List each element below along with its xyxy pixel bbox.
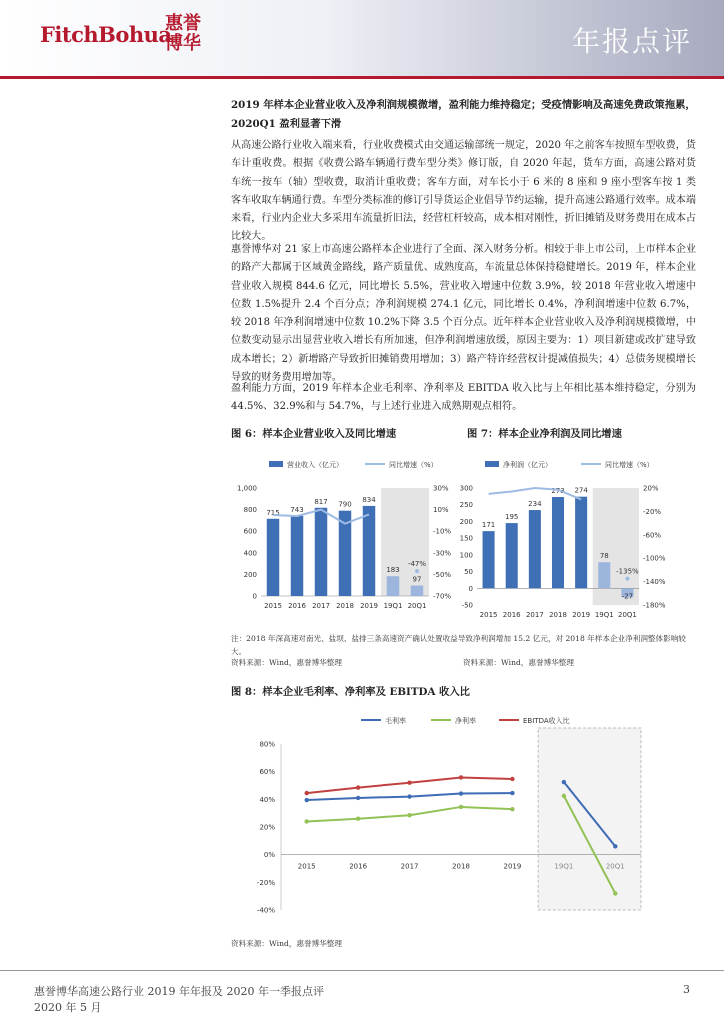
footer-divider — [0, 970, 724, 971]
bar-value-label: 743 — [290, 505, 304, 514]
y-tick-label: 0% — [263, 851, 275, 860]
x-tick-label: 19Q1 — [383, 602, 403, 610]
y-tick-label: 80% — [259, 740, 275, 749]
paragraph-revenue-model: 从高速公路行业收入端来看，行业收费模式由交通运输部统一规定，2020 年之前客车按照车型收费，货车计重收费。根据《收费公路车辆通行费车型分类》修订版，自 2020 年起，货车方面，高速公路对货车统一按车（轴）型收费，取消计重收费；客车方面，对车长小于 6 米的 8 座和 9 座小型客车按 1 类客车收取车辆通行费。车型分类标准的修订引导货运企业倡导节约运输，提升高速公路通行效率。成本端来看，行业内企业大多采用车流量折旧法，经营杠杆较高，成本相对刚性，折旧摊销及财务费用在成本占比较大。 — [231, 140, 696, 243]
y-right-tick: -50% — [433, 570, 452, 579]
y-left-tick: 0 — [468, 584, 473, 593]
logo-cn-line1: 惠誉 — [165, 13, 201, 34]
x-tick-label: 19Q1 — [554, 862, 574, 871]
figure6-source: 资料来源：Wind，惠誉博华整理 — [231, 658, 342, 667]
y-right-tick: -60% — [643, 531, 662, 540]
x-tick-label: 2016 — [502, 611, 521, 619]
y-left-tick: -50 — [461, 601, 473, 610]
x-tick-label: 2018 — [452, 862, 470, 871]
x-tick-label: 19Q1 — [594, 611, 614, 619]
bar-value-label: 171 — [481, 521, 496, 530]
y-tick-label: -20% — [256, 878, 275, 887]
x-tick-label: 20Q1 — [605, 862, 625, 871]
x-tick-label: 2019 — [360, 602, 378, 610]
bar-value-label: 97 — [412, 575, 422, 584]
bar — [529, 510, 541, 588]
y-left-tick: 250 — [459, 501, 473, 510]
series-line — [307, 793, 513, 800]
y-left-tick: 50 — [464, 568, 473, 577]
bar — [506, 523, 518, 588]
bar — [387, 576, 399, 596]
growth-value-label: -135% — [616, 567, 639, 576]
header-divider — [0, 76, 724, 79]
revenue-chart — [231, 448, 457, 628]
y-right-tick: 20% — [643, 484, 659, 493]
section-heading: 2019 年样本企业营业收入及净利润规模微增，盈利能力维持稳定；受疫情影响及高速免费政策拖累，2020Q1 盈利显著下滑 — [231, 99, 696, 130]
growth-point — [415, 569, 419, 573]
bar-value-label: 274 — [574, 486, 588, 495]
bar-value-label: 273 — [551, 487, 565, 496]
series-line — [307, 777, 513, 793]
legend-bar-label: 净利润（亿元） — [503, 461, 552, 469]
growth-line — [489, 488, 582, 499]
figure8-source: 资料来源：Wind，惠誉博华整理 — [231, 939, 342, 948]
x-tick-label: 2017 — [400, 862, 419, 871]
y-right-tick: 10% — [433, 506, 449, 515]
figure8-title: 图 8：样本企业毛利率、净利率及 EBITDA 收入比 — [231, 686, 470, 698]
bar-value-label: 817 — [314, 497, 328, 506]
bar — [483, 531, 495, 588]
fitchbohua-cn-logo — [163, 14, 203, 54]
bar-value-label: 234 — [528, 500, 542, 509]
x-tick-label: 2017 — [525, 611, 544, 619]
x-tick-label: 2016 — [349, 862, 368, 871]
bar-value-label: 790 — [338, 500, 352, 509]
bar — [291, 516, 303, 596]
net-profit-chart — [457, 448, 693, 628]
y-left-tick: 200 — [459, 517, 473, 526]
paragraph-sample-analysis: 惠誉博华对 21 家上市高速公路样本企业进行了全面、深入财务分析。相较于非上市公司，上市样本企业的路产大都属于区域黄金路线，路产质量优、成熟度高，车流量总体保持稳健增长。2019 年，样本企业营业收入规模 844.6 亿元，同比增长 5.5%，营业收入增速中位数 3.9%，较 2018 年营业收入增速中位数 1.5%提升 2.4 个百分点；净利润规模 274.1 亿元，同比增长 0.4%，净利润增速中位数 6.7%，较 2018 年净利润增速中位数 10.2%下降 3.5 个百分点。近年样本企业营业收入及净利润规模微增，中位数变动显示出显营业收入增长有所加速，但净利润增速放缓，原因主要为：1）项目新建或改扩建导致成本增长；2）新增路产导致折旧摊销费用增加；3）路产特许经营权计提减值损失；4）总债务规模增长导致的财务费用增加等。 — [231, 244, 696, 384]
bar — [552, 497, 564, 588]
figure7-title: 图 7：样本企业净利润及同比增速 — [467, 428, 622, 440]
y-left-tick: 800 — [243, 506, 257, 515]
y-tick-label: 40% — [259, 795, 275, 804]
x-tick-label: 20Q1 — [617, 611, 637, 619]
y-left-tick: 1,000 — [236, 484, 257, 493]
legend-line-label: 同比增速（%） — [605, 461, 654, 469]
legend-label: EBITDA收入比 — [523, 717, 570, 725]
figure7-source: 资料来源：Wind，惠誉博华整理 — [463, 658, 574, 667]
y-right-tick: -30% — [433, 549, 452, 558]
quarter-shade — [538, 728, 641, 910]
y-left-tick: 600 — [243, 527, 257, 536]
y-left-tick: 300 — [459, 484, 473, 493]
y-right-tick: -70% — [433, 592, 452, 601]
y-left-tick: 100 — [459, 551, 473, 560]
bar — [598, 562, 610, 588]
margin-chart — [231, 704, 691, 930]
growth-point — [625, 577, 629, 581]
y-right-tick: -140% — [643, 578, 666, 587]
y-tick-label: 20% — [259, 823, 275, 832]
y-right-tick: -180% — [643, 601, 666, 610]
y-left-tick: 200 — [243, 570, 257, 579]
bar — [267, 519, 279, 596]
footer-date: 2020 年 5 月 — [34, 1001, 102, 1014]
legend-bar-swatch — [269, 461, 283, 467]
legend-line-label: 同比增速（%） — [389, 461, 438, 469]
bar — [575, 497, 587, 589]
bar-value-label: 834 — [362, 495, 376, 504]
bar-value-label: -27 — [621, 592, 634, 601]
x-tick-label: 2015 — [479, 611, 498, 619]
y-left-tick: 0 — [252, 592, 257, 601]
footer-report-title: 惠誉博华高速公路行业 2019 年年报及 2020 年一季报点评 — [34, 985, 324, 998]
legend-label: 毛利率 — [385, 717, 406, 725]
y-left-tick: 400 — [243, 549, 257, 558]
logo-cn-line2: 博华 — [165, 33, 201, 54]
bar-value-label: 78 — [599, 552, 609, 561]
legend-label: 净利率 — [455, 717, 476, 725]
x-tick-label: 2017 — [312, 602, 330, 610]
bar-value-label: 183 — [386, 566, 400, 575]
legend-bar-swatch — [485, 461, 499, 467]
paragraph-profitability: 盈利能力方面，2019 年样本企业毛利率、净利率及 EBITDA 收入比与上年相比基本维持稳定，分别为 44.5%、32.9%和与 54.7%，与上述行业进入成熟期观点相符。 — [231, 383, 696, 413]
x-tick-label: 20Q1 — [407, 602, 427, 610]
report-type-title: 年报点评 — [571, 25, 692, 58]
x-tick-label: 2019 — [572, 611, 591, 619]
x-tick-label: 2016 — [288, 602, 306, 610]
bar-value-label: 715 — [266, 508, 280, 517]
report-header — [0, 0, 724, 76]
x-tick-label: 2018 — [336, 602, 354, 610]
x-tick-label: 2018 — [549, 611, 567, 619]
y-tick-label: -40% — [256, 906, 275, 915]
x-tick-label: 2015 — [264, 602, 282, 610]
bar — [363, 506, 375, 596]
x-tick-label: 2015 — [297, 862, 316, 871]
y-right-tick: -20% — [643, 507, 662, 516]
bar-value-label: 195 — [505, 513, 519, 522]
y-right-tick: -10% — [433, 527, 452, 536]
figure6-title: 图 6：样本企业营业收入及同比增速 — [231, 428, 397, 440]
y-right-tick: -100% — [643, 554, 666, 563]
bar — [411, 586, 423, 596]
y-tick-label: 60% — [259, 768, 275, 777]
fitchbohua-logo: FitchBohua — [40, 22, 172, 47]
y-right-tick: 30% — [433, 484, 449, 493]
x-tick-label: 2019 — [503, 862, 522, 871]
legend-bar-label: 营业收入（亿元） — [287, 461, 343, 469]
bar — [315, 508, 327, 596]
growth-value-label: -47% — [407, 560, 427, 569]
chart-note: 注：2018 年深高速对南光、盐坝、盐排三条高速资产确认处置收益导致净利润增加 15.2 亿元，对 2018 年样本企业净利润整体影响较大。 — [231, 634, 686, 656]
page-number: 3 — [683, 983, 690, 996]
y-left-tick: 150 — [459, 534, 473, 543]
